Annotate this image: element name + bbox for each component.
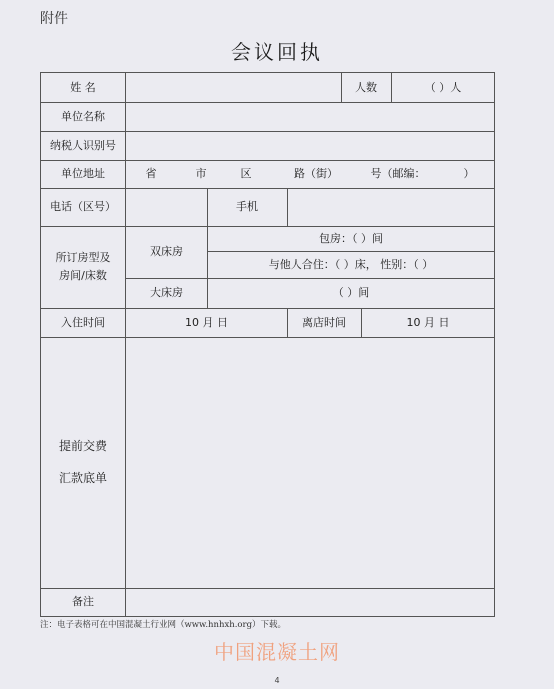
phone-label: 电话（区号） (50, 200, 116, 214)
address-close-paren: ） (463, 167, 475, 181)
address-district: 区 (240, 167, 252, 181)
payment-receipt-area[interactable] (126, 337, 494, 588)
company-name-field[interactable] (126, 102, 494, 131)
address-province: 省 (145, 167, 157, 181)
phone-field[interactable] (126, 188, 207, 226)
company-name-label: 单位名称 (61, 109, 105, 123)
room-type-label (41, 226, 125, 308)
remarks-field[interactable] (126, 588, 494, 616)
tax-id-label: 纳税人识别号 (50, 138, 116, 152)
room-type-label-line1: 所订房型及 (55, 251, 111, 265)
address-city: 市 (195, 167, 207, 181)
address-road: 路（街） (294, 167, 338, 181)
attachment-label: 附件 (40, 11, 68, 27)
check-out-label: 离店时间 (302, 315, 346, 329)
check-out-field[interactable]: 10 月 日 (406, 315, 450, 329)
name-label: 姓 名 (70, 80, 96, 94)
king-room-label: 大床房 (150, 286, 183, 300)
people-count-label: 人数 (355, 80, 377, 94)
mobile-label: 手机 (236, 200, 258, 214)
payment-receipt-label-line1: 提前交费 (58, 439, 107, 454)
remarks-label: 备注 (72, 595, 94, 609)
page-number: 4 (274, 676, 280, 685)
room-type-label-line2: 房间/床数 (59, 269, 107, 282)
name-field[interactable] (126, 73, 341, 102)
mobile-field[interactable] (288, 188, 494, 226)
reply-form-table (40, 72, 495, 617)
payment-receipt-label (41, 337, 125, 588)
twin-room-label: 双床房 (150, 245, 183, 259)
address-number-postcode: 号（邮编： (370, 167, 426, 181)
twin-room-shared-field[interactable]: 与他人合住：（ ）床， 性别：（ ） (268, 257, 434, 271)
twin-room-private-field[interactable]: 包房：（ ）间 (319, 231, 383, 245)
tax-id-field[interactable] (126, 131, 494, 160)
site-watermark: 中国混凝土网 (214, 640, 340, 664)
payment-receipt-label-line2: 汇款底单 (58, 470, 107, 485)
people-count-field[interactable]: （ ）人 (424, 80, 462, 94)
check-in-label: 入住时间 (61, 315, 105, 329)
king-room-count-field[interactable]: （ ）间 (332, 286, 370, 300)
check-in-field[interactable]: 10 月 日 (185, 315, 228, 329)
company-address-label: 单位地址 (61, 167, 105, 181)
download-note: 注：电子表格可在中国混凝土行业网（www.hnhxh.org）下载。 (40, 620, 287, 630)
document-title: 会议回执 (231, 40, 323, 64)
